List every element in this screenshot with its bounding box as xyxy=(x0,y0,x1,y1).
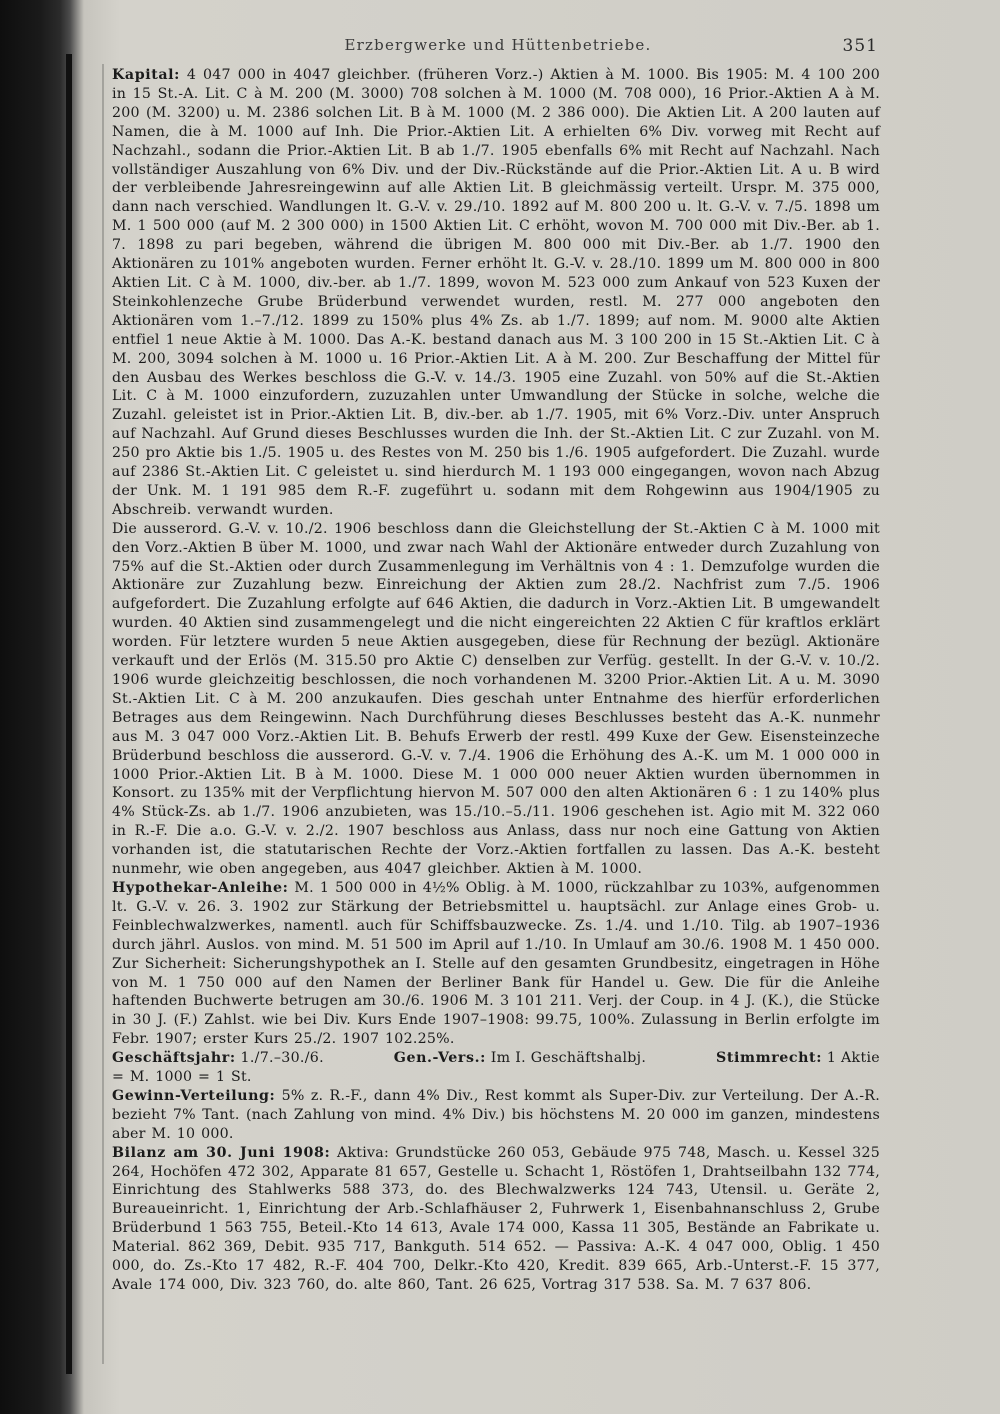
paragraph-kapital xyxy=(112,66,880,520)
term-stimmrecht: Stimmrecht: xyxy=(715,1050,823,1067)
geschaeftsjahr xyxy=(112,1049,324,1068)
term-kapital: Kapital: xyxy=(112,67,181,83)
binding-edge xyxy=(66,54,72,1374)
term-bilanz: Bilanz am 30. Juni 1908: xyxy=(112,1144,331,1161)
column-rule xyxy=(102,64,104,1364)
running-header xyxy=(108,36,888,54)
gen-vers xyxy=(394,1049,646,1068)
term-gen-vers: Gen.-Vers.: xyxy=(393,1050,486,1067)
term-geschaeftsjahr: Geschäftsjahr: xyxy=(112,1050,236,1067)
gewinn-text: 5% z. R.-F., dann 4% Div., Rest kommt als Super-Div. zur Verteilung. Der A.-R. bezieht 7% Tant. (nach Zahlung von mind. 4% Div.) bis höchstens M. 20 000 im ganzen, mindestens aber M. 10 000. xyxy=(112,1087,880,1142)
paragraph-stimmrecht-cont xyxy=(112,1068,880,1087)
term-hypothekar: Hypothekar-Anleihe: xyxy=(112,879,289,896)
ausserord-text: Die ausserord. G.-V. v. 10./2. 1906 beschloss dann die Gleichstellung der St.-Aktien C à M. 1000 mit den Vorz.-Aktien B über M. 1000, und zwar nach Wahl der Aktionäre entweder durch Zuzahlung von 75% auf die St.-Aktien oder durch Zusammenlegung im Verhältnis von 4 : 1. Demzufolge wurden die Aktionäre zur Zuzahlung bezw. Einreichung der Aktien zum 28./2. Nachfrist zum 7./5. 1906 aufgefordert. Die Zuzahlung erfolgte auf 646 Aktien, die dadurch in Vorz.-Aktien Lit. B umgewandelt wurden. 40 Aktien sind zusammengelegt und die nicht eingereichten 22 Aktien C für kraftlos erklärt worden. Für letztere wurden 5 neue Aktien ausgegeben, diese für Rechnung der bezügl. Aktionäre verkauft und der Erlös (M. 315.50 pro Aktie C) denselben zur Verfüg. gestellt. In der G.-V. v. 10./2. 1906 wurde gleichzeitig beschlossen, die noch vorhandenen M. 3200 Prior.-Aktien Lit. A u. M. 3090 St.-Aktien Lit. C à M. 200 anzukaufen. Dies geschah unter Entnahme des hierfür erforderlichen Betrages aus dem Reingewinn. Nach Durchführung dieses Beschlusses besteht das A.-K. nunmehr aus M. 3 047 000 Vorz.-Aktien Lit. B. Behufs Erwerb der restl. 499 Kuxe der Gew. Eisensteinzeche Brüderbund beschloss die ausserord. G.-V. v. 7./4. 1906 die Erhöhung des A.-K. um M. 1 000 000 in 1000 Prior.-Aktien Lit. B à M. 1000. Diese M. 1 000 000 neuer Aktien wurden übernommen in Konsort. zu 135% mit der Verpflichtung hiervon M. 507 000 den alten Aktionären 6 : 1 zu 140% plus 4% Stück-Zs. ab 1./7. 1906 anzubieten, was 15./10.–5./11. 1906 geschehen ist. Agio mit M. 322 060 in R.-F. Die a.o. G.-V. v. 2./2. 1907 beschloss aus Anlass, dass nur noch eine Gattung von Aktien vorhanden ist, die statutarischen Rechte der Vorz.-Aktien fortfallen zu lassen. Das A.-K. besteht nunmehr, wie oben angegeben, aus 4047 gleichber. Aktien à M. 1000. xyxy=(112,520,880,878)
stimmrecht-value: 1 Aktie xyxy=(826,1050,880,1067)
term-gewinn: Gewinn-Verteilung: xyxy=(112,1087,276,1104)
bilanz-text: Aktiva: Grundstücke 260 053, Gebäude 975 748, Masch. u. Kessel 325 264, Hochöfen 472 302, Apparate 81 657, Gestelle u. Schacht 1, Röstöfen 1, Drahtseilbahn 132 774, Einrichtung des Stahlwerks 588 373, do. des Blechwalzwerks 124 743, Utensil. u. Geräte 2, Bureaueinricht. 1, Einrichtung der Arb.-Schlafhäuser 2, Fuhrwerk 1, Eisenbahnanschluss 2, Grube Brüderbund 1 563 755, Beteil.-Kto 14 613, Avale 174 000, Kassa 11 305, Bestände an Fabrikate u. Material. 862 369, Debit. 935 717, Bankguth. 514 652. — Passiva: A.-K. 4 047 000, Oblig. 1 450 000, do. Zs.-Kto 17 482, R.-F. 404 700, Delkr.-Kto 420, Kredit. 839 665, Arb.-Unterst.-F. 15 377, Avale 174 000, Div. 323 760, do. alte 860, Tant. 26 625, Vortrag 317 538. Sa. M. 7 637 806. xyxy=(112,1144,881,1293)
paragraph-bilanz xyxy=(112,1144,880,1295)
paragraph-gewinn xyxy=(112,1087,880,1144)
header-title: Erzbergwerke und Hüttenbetriebe. xyxy=(344,36,652,54)
page-number: 351 xyxy=(842,36,878,56)
gen-vers-value: Im I. Geschäftshalbj. xyxy=(490,1050,647,1067)
stimmrecht xyxy=(716,1049,880,1068)
kapital-text: 4 047 000 in 4047 gleichber. (früheren Vorz.-) Aktien à M. 1000. Bis 1905: M. 4 100 200 in 15 St.-A. Lit. C à M. 200 (M. 3000) 708 solchen à M. 1000 (M. 708 000), 16 Prior.-Aktien A à M. 200 (M. 3200) u. M. 2386 solchen Lit. B à M. 1000 (M. 2 386 000). Die Aktien Lit. A 200 lauten auf Namen, die à M. 1000 auf Inh. Die Prior.-Aktien Lit. A erhielten 6% Div. vorweg mit Recht auf Nachzahl., sodann die Prior.-Aktien Lit. B ab 1./7. 1905 ebenfalls 6% mit Recht auf Nachzahl. Nach vollständiger Auszahlung von 6% Div. und der Div.-Rückstände auf die Prior.-Aktien Lit. A u. B wird der verbleibende Jahresreingewinn auf alle Aktien Lit. B gleichmässig verteilt. Urspr. M. 375 000, dann nach verschied. Wandlungen lt. G.-V. v. 29./10. 1892 auf M. 800 200 u. lt. G.-V. v. 7./5. 1898 um M. 1 500 000 (auf M. 2 300 000) in 1500 Aktien Lit. C erhöht, wovon M. 700 000 mit Div.-Ber. ab 1. 7. 1898 zu pari begeben, während die übrigen M. 800 000 mit Div.-Ber. ab 1./7. 1900 den Aktionären zu 101% angeboten wurden. Ferner erhöht lt. G.-V. v. 28./10. 1899 um M. 800 000 in 800 Aktien Lit. C à M. 1000, div.-ber. ab 1./7. 1899, wovon M. 523 000 zum Ankauf von 523 Kuxen der Steinkohlenzeche Grube Brüderbund verwendet wurden, restl. M. 277 000 angeboten den Aktionären vom 1.–7./12. 1899 zu 150% plus 4% Zs. ab 1./7. 1899; auf nom. M. 9000 alte Aktien entfiel 1 neue Aktie à M. 1000. Das A.-K. bestand danach aus M. 3 100 200 in 15 St.-Aktien Lit. C à M. 200, 3094 solchen à M. 1000 u. 16 Prior.-Aktien Lit. A à M. 200. Zur Beschaffung der Mittel für den Ausbau des Werkes beschloss die G.-V. v. 14./3. 1905 eine Zuzahl. von 50% auf die St.-Aktien Lit. C à M. 1000 einzufordern, zuzuzahlen unter Umwandlung der Stücke in solche, welche die Zuzahl. geleistet ist in Prior.-Aktien Lit. B, div.-ber. ab 1./7. 1905, mit 6% Vorz.-Div. unter Anspruch auf Nachzahl. Auf Grund dieses Beschlusses wurden die Inh. der St.-Aktien Lit. C zur Zuzahl. von M. 250 pro Aktie bis 1./5. 1905 u. des Restes von M. 250 bis 1./6. 1905 aufgefordert. Die Zuzahl. wurde auf 2386 St.-Aktien Lit. C geleistet u. sind hierdurch M. 1 193 000 eingegangen, wovon nach Abzug der Unk. M. 1 191 985 dem R.-F. zugeführt u. sodann mit dem Rohgewinn aus 1904/1905 zu Abschreib. verwandt wurden. xyxy=(112,67,880,518)
paragraph-hypothekar xyxy=(112,879,880,1049)
geschaeftsjahr-value: 1./7.–30./6. xyxy=(240,1050,324,1067)
stimmrecht-cont: = M. 1000 = 1 St. xyxy=(112,1069,252,1086)
geschaeft-row xyxy=(112,1049,880,1068)
paragraph-ausserord xyxy=(112,520,880,879)
page-body xyxy=(112,66,880,1295)
hypothekar-text: M. 1 500 000 in 4½% Oblig. à M. 1000, rückzahlbar zu 103%, aufgenommen lt. G.-V. v. 26. 3. 1902 zur Stärkung der Betriebsmittel u. hauptsächl. zur Anlage eines Grob- u. Feinblechwalzwerkes, namentl. auch für Schiffsbauzwecke. Zs. 1./4. und 1./10. Tilg. ab 1907–1936 durch jährl. Auslos. von mind. M. 51 500 im April auf 1./10. In Umlauf am 30./6. 1908 M. 1 450 000. Zur Sicherheit: Sicherungshypothek an I. Stelle auf den gesamten Grundbesitz, eingetragen in Höhe von M. 1 750 000 auf den Namen der Berliner Bank für Handel u. Gew. Die für die Anleihe haftenden Buchwerte betrugen am 30./6. 1906 M. 3 101 211. Verj. der Coup. in 4 J. (K.), die Stücke in 30 J. (F.) Zahlst. wie bei Div. Kurs Ende 1907–1908: 99.75, 100%. Zulassung in Berlin erfolgte im Febr. 1907; erster Kurs 25./2. 1907 102.25%. xyxy=(112,879,881,1048)
